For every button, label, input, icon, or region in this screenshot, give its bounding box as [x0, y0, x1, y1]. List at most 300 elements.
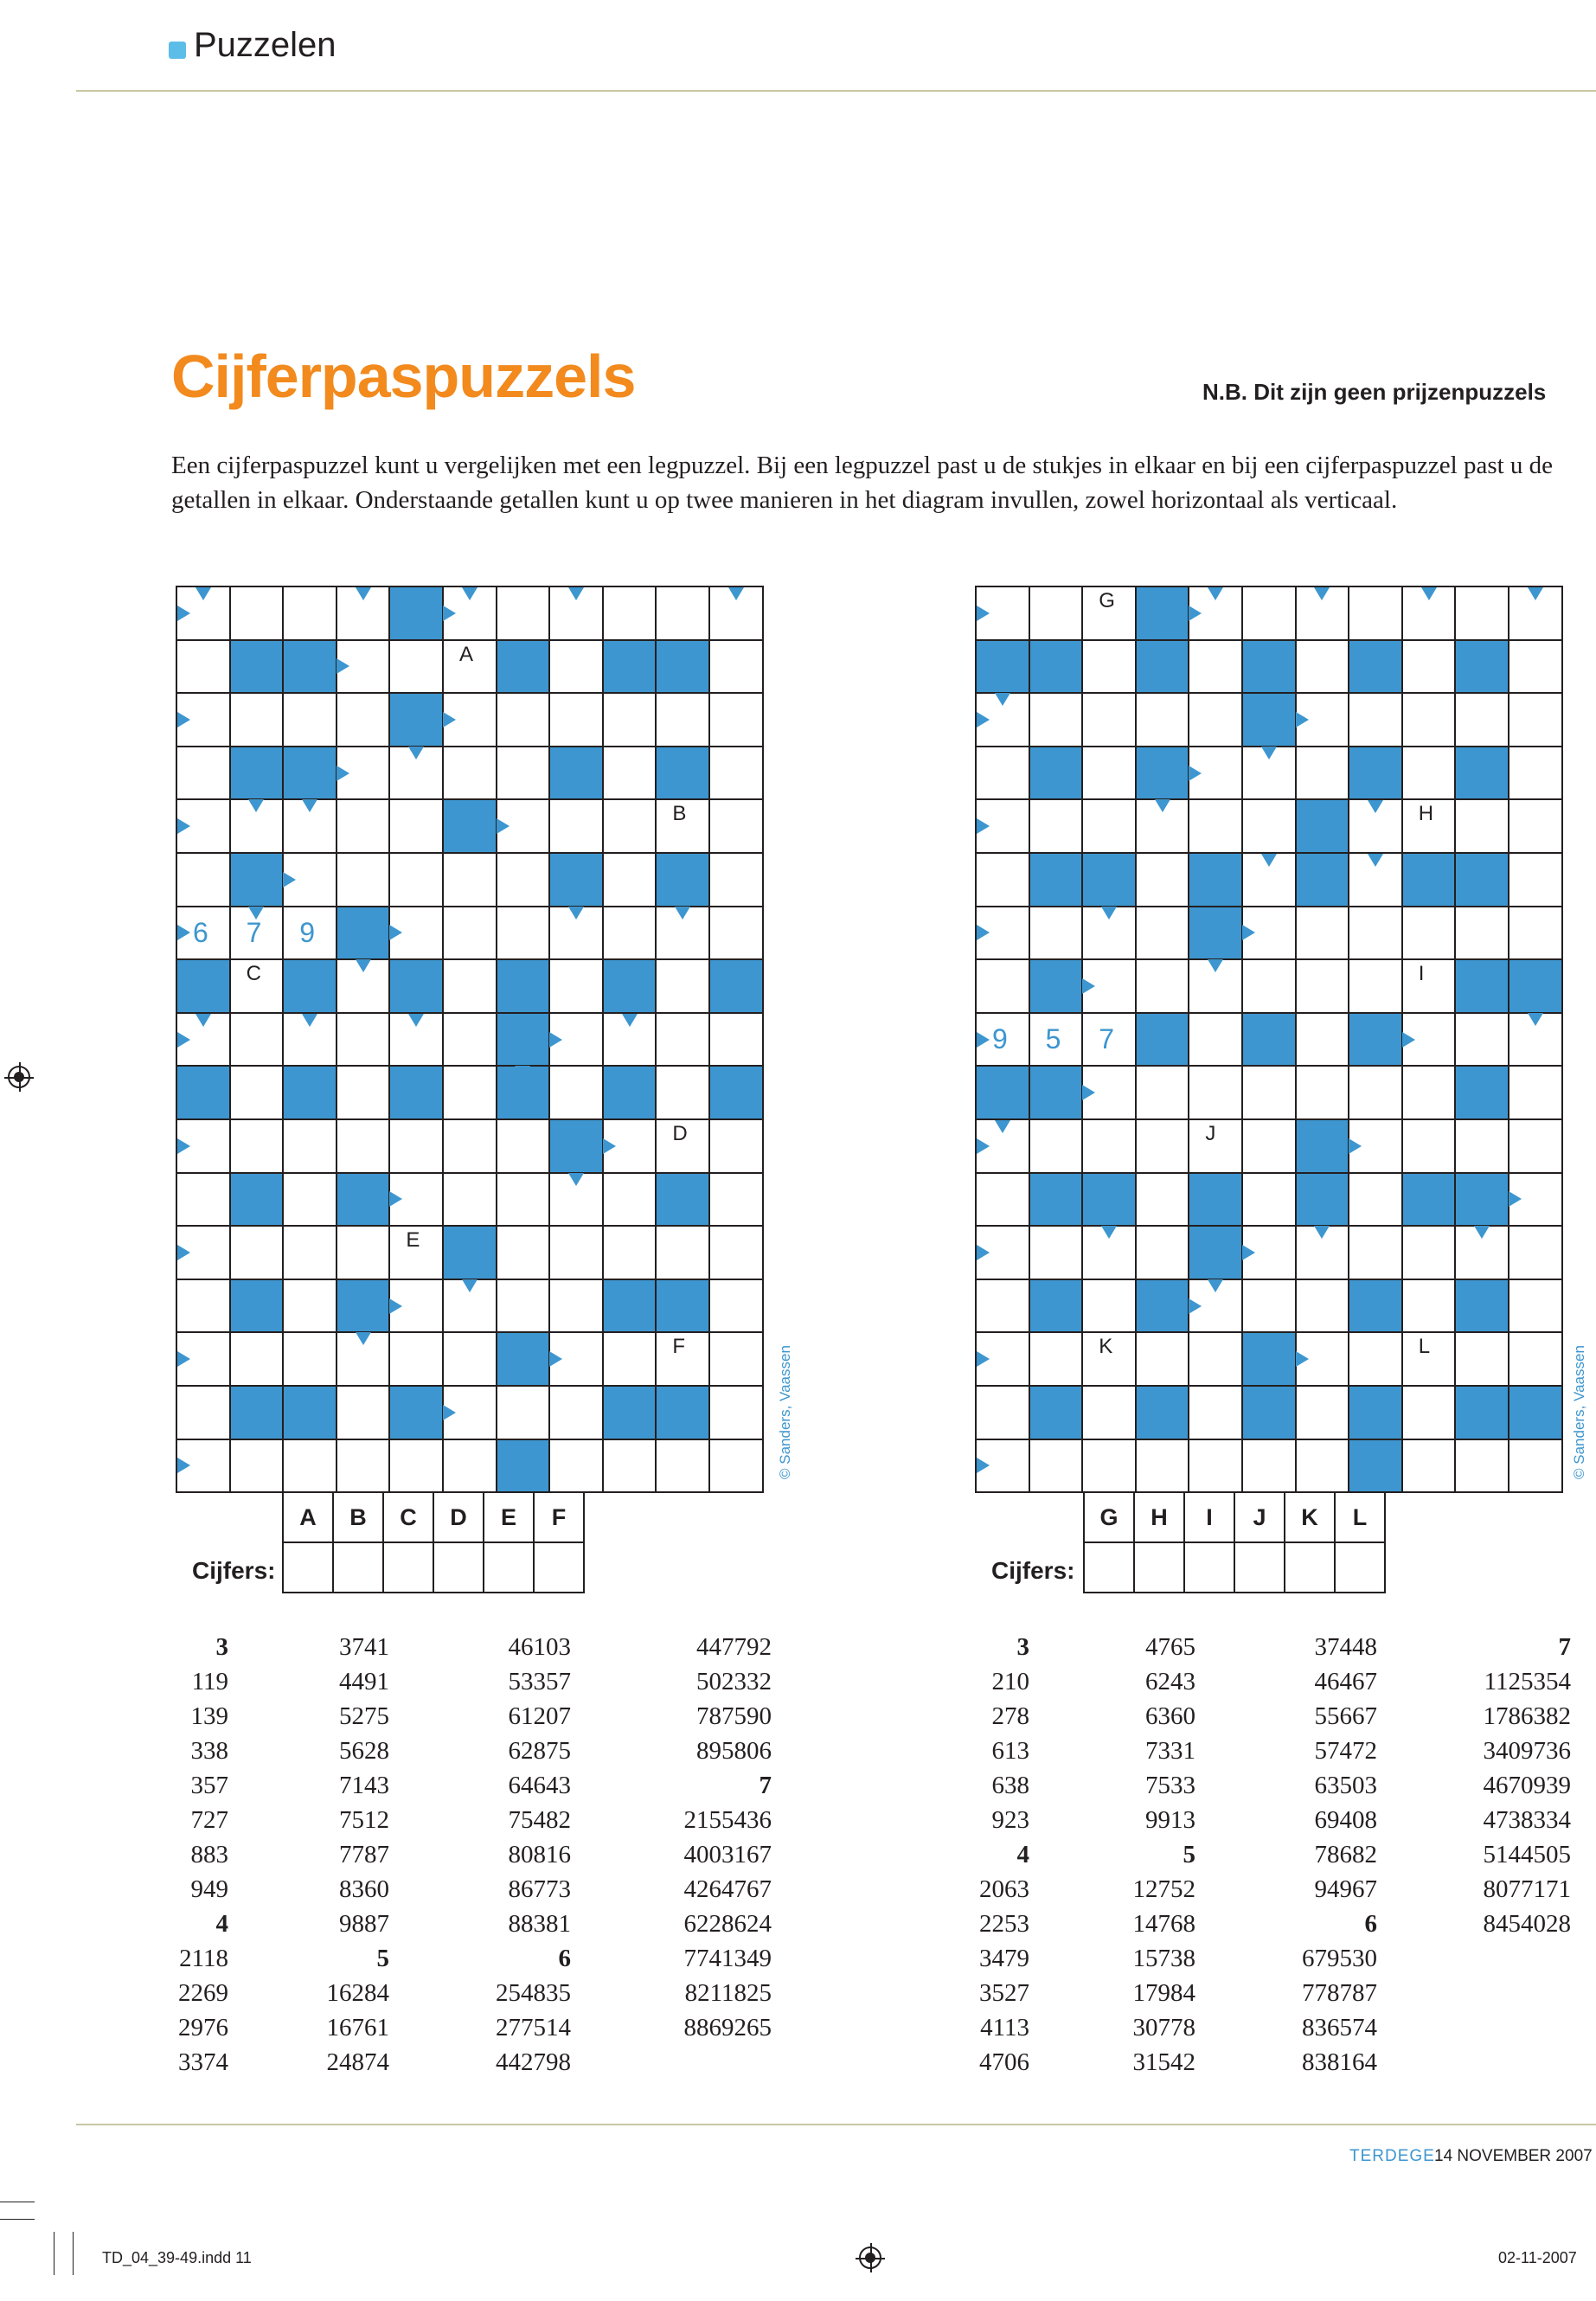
grid-block-cell — [1295, 1172, 1350, 1227]
number-item: 3409736 — [1483, 1737, 1571, 1765]
grid-cell[interactable] — [1295, 1065, 1350, 1120]
grid-block-cell — [655, 1279, 710, 1334]
grid-cell[interactable] — [442, 1331, 497, 1387]
grid-block-cell — [282, 958, 337, 1014]
grid-block-cell — [1188, 1172, 1243, 1227]
grid-cell[interactable] — [1081, 798, 1137, 854]
grid-cell[interactable] — [1508, 1225, 1563, 1280]
grid-cell[interactable] — [1454, 798, 1509, 854]
grid-block-cell — [1295, 798, 1350, 854]
grid-cell[interactable] — [708, 906, 764, 961]
grid-cell[interactable] — [1135, 1065, 1190, 1120]
grid-cell[interactable] — [388, 639, 444, 695]
cijfers-cell-j[interactable] — [1234, 1542, 1285, 1593]
number-item: 8360 — [339, 1875, 389, 1903]
cijfers-cell-k[interactable] — [1285, 1542, 1335, 1593]
cijfers-cell-e[interactable] — [484, 1542, 534, 1593]
grid-cell[interactable] — [1241, 958, 1297, 1014]
grid-cell[interactable] — [708, 1279, 764, 1334]
number-item: 15738 — [1132, 1945, 1195, 1972]
arrow-down-icon — [356, 959, 371, 972]
grid-cell[interactable] — [1188, 692, 1243, 747]
grid-cell[interactable] — [1401, 1279, 1457, 1334]
grid-cell[interactable] — [388, 852, 444, 907]
arrow-down-icon — [408, 747, 424, 760]
grid-cell[interactable] — [229, 1225, 285, 1280]
grid-block-cell — [1454, 1385, 1509, 1440]
grid-cell[interactable] — [1401, 692, 1457, 747]
grid-cell[interactable] — [708, 746, 764, 801]
number-item: 63503 — [1314, 1772, 1377, 1799]
grid-cell[interactable] — [1081, 639, 1137, 695]
grid-cell[interactable] — [1348, 1172, 1403, 1227]
grid-cell[interactable] — [1348, 1331, 1403, 1387]
grid-cell[interactable] — [708, 1012, 764, 1067]
grid-cell[interactable] — [1454, 1012, 1509, 1067]
cijfers-cell-g[interactable] — [1084, 1542, 1134, 1593]
grid-cell[interactable] — [1295, 906, 1350, 961]
grid-cell[interactable] — [1508, 906, 1563, 961]
grid-cell[interactable] — [655, 1225, 710, 1280]
grid-cell[interactable] — [442, 958, 497, 1014]
grid-cell[interactable] — [708, 852, 764, 907]
grid-block-cell — [1508, 1385, 1563, 1440]
grid-cell[interactable] — [1508, 852, 1563, 907]
grid-cell[interactable] — [1081, 692, 1137, 747]
number-item: 6360 — [1145, 1702, 1195, 1730]
grid-cell[interactable] — [442, 852, 497, 907]
grid-cell[interactable] — [1348, 1225, 1403, 1280]
grid-cell[interactable] — [602, 1172, 657, 1227]
grid-cell[interactable] — [496, 586, 551, 641]
arrow-right-icon — [977, 1245, 990, 1260]
clue-letter: C — [246, 962, 261, 986]
number-item: 2063 — [979, 1875, 1029, 1903]
grid-cell[interactable] — [496, 1385, 551, 1440]
cijfers-cell-c[interactable] — [383, 1542, 433, 1593]
grid-cell[interactable] — [548, 1065, 604, 1120]
number-item: 679530 — [1302, 1945, 1377, 1972]
cijfers-cell-a[interactable] — [283, 1542, 333, 1593]
cijfers-cell-f[interactable] — [534, 1542, 584, 1593]
grid-cell[interactable] — [1454, 692, 1509, 747]
grid-cell[interactable] — [1295, 1385, 1350, 1440]
grid-cell[interactable] — [1135, 1439, 1190, 1494]
number-item: 46103 — [508, 1633, 571, 1661]
grid-block-cell — [282, 1065, 337, 1120]
grid-cell[interactable] — [975, 958, 1030, 1014]
grid-block-cell — [975, 1065, 1030, 1120]
grid-cell[interactable] — [655, 958, 710, 1014]
grid-cell[interactable] — [282, 692, 337, 747]
grid-block-cell — [602, 1385, 657, 1440]
number-item: 727 — [190, 1806, 228, 1834]
arrow-down-icon — [1421, 587, 1437, 600]
grid-cell[interactable] — [442, 1065, 497, 1120]
grid-cell[interactable] — [176, 639, 231, 695]
arrow-down-icon — [728, 587, 744, 600]
grid-block-cell — [1135, 639, 1190, 695]
grid-cell[interactable] — [1135, 1172, 1190, 1227]
grid-cell[interactable] — [1188, 1012, 1243, 1067]
grid-cell[interactable] — [496, 906, 551, 961]
grid-cell[interactable] — [602, 1225, 657, 1280]
arrow-down-icon — [462, 587, 478, 600]
arrow-down-icon — [248, 799, 264, 812]
cijfers-cell-d[interactable] — [433, 1542, 484, 1593]
grid-cell[interactable] — [1029, 1225, 1084, 1280]
grid-cell[interactable] — [1401, 958, 1457, 1014]
grid-cell[interactable] — [1029, 1331, 1084, 1387]
grid-cell[interactable] — [1029, 692, 1084, 747]
grid-cell[interactable] — [176, 1279, 231, 1334]
grid-cell[interactable] — [336, 1012, 391, 1067]
number-column-2-4 — [1419, 1630, 1571, 1941]
given-digit: 7 — [246, 916, 262, 948]
cijfers-cell-h[interactable] — [1134, 1542, 1184, 1593]
grid-cell[interactable] — [1401, 1065, 1457, 1120]
number-item: 9887 — [339, 1910, 389, 1938]
footer-print-date: 02-11-2007 — [1498, 2249, 1577, 2266]
grid-cell[interactable] — [229, 586, 285, 641]
grid-block-cell — [1241, 1012, 1297, 1067]
grid-cell[interactable] — [336, 1225, 391, 1280]
grid-cell[interactable] — [708, 1331, 764, 1387]
grid-cell[interactable] — [548, 1225, 604, 1280]
grid-block-cell — [229, 1279, 285, 1334]
grid-cell[interactable] — [1401, 1385, 1457, 1440]
grid-block-cell — [496, 1331, 551, 1387]
grid-cell[interactable] — [229, 692, 285, 747]
grid-cell[interactable] — [1029, 798, 1084, 854]
number-item: 12752 — [1132, 1875, 1195, 1903]
arrow-right-icon — [1242, 925, 1255, 940]
grid-cell[interactable] — [1348, 692, 1403, 747]
grid-cell[interactable] — [1508, 1279, 1563, 1334]
grid-cell[interactable] — [975, 1279, 1030, 1334]
grid-cell[interactable] — [1081, 1279, 1137, 1334]
grid-cell[interactable] — [176, 1172, 231, 1227]
grid-cell[interactable] — [1081, 1439, 1137, 1494]
grid-cell[interactable] — [1135, 692, 1190, 747]
number-item: 8211825 — [684, 1979, 772, 2007]
grid-cell[interactable] — [655, 1439, 710, 1494]
cijfers-header-d: D — [433, 1492, 484, 1542]
grid-block-cell — [1348, 1385, 1403, 1440]
length-group-header: 3 — [1016, 1633, 1029, 1661]
grid-cell[interactable] — [229, 1012, 285, 1067]
arrow-right-icon — [177, 1032, 190, 1048]
grid-cell[interactable] — [176, 852, 231, 907]
grid-cell[interactable] — [336, 1385, 391, 1440]
grid-cell[interactable] — [602, 1331, 657, 1387]
grid-cell[interactable] — [336, 1065, 391, 1120]
grid-cell[interactable] — [1508, 1439, 1563, 1494]
grid-cell[interactable] — [1295, 1439, 1350, 1494]
grid-cell[interactable] — [602, 852, 657, 907]
grid-cell[interactable] — [1508, 1331, 1563, 1387]
grid-cell[interactable] — [1401, 1118, 1457, 1174]
grid-cell[interactable] — [1295, 746, 1350, 801]
grid-cell[interactable] — [388, 1439, 444, 1494]
grid-cell[interactable] — [388, 1331, 444, 1387]
grid-cell[interactable] — [1029, 906, 1084, 961]
grid-cell[interactable] — [1135, 1118, 1190, 1174]
grid-block-cell — [442, 1225, 497, 1280]
grid-cell[interactable] — [1295, 958, 1350, 1014]
grid-cell[interactable] — [708, 1439, 764, 1494]
grid-cell[interactable] — [1135, 906, 1190, 961]
arrow-down-icon — [1208, 1279, 1223, 1292]
grid-cell[interactable] — [496, 692, 551, 747]
grid-cell[interactable] — [655, 692, 710, 747]
grid-cell[interactable] — [1401, 906, 1457, 961]
grid-cell[interactable] — [548, 1279, 604, 1334]
grid-cell[interactable] — [708, 1118, 764, 1174]
grid-cell[interactable] — [442, 1439, 497, 1494]
grid-cell[interactable] — [548, 692, 604, 747]
grid-cell[interactable] — [708, 692, 764, 747]
grid-cell[interactable] — [1348, 958, 1403, 1014]
grid-cell[interactable] — [1508, 1118, 1563, 1174]
grid-cell[interactable] — [602, 746, 657, 801]
grid-cell[interactable] — [336, 692, 391, 747]
grid-cell[interactable] — [1508, 1065, 1563, 1120]
grid-cell[interactable] — [1295, 639, 1350, 695]
grid-cell[interactable] — [548, 1385, 604, 1440]
number-item: 17984 — [1132, 1979, 1195, 2007]
number-column-1-2 — [294, 1630, 389, 2080]
prize-note: N.B. Dit zijn geen prijzenpuzzels — [1202, 379, 1547, 405]
grid-cell[interactable] — [1241, 1118, 1297, 1174]
grid-cell[interactable] — [496, 1172, 551, 1227]
grid-cell[interactable] — [602, 692, 657, 747]
grid-cell[interactable] — [1401, 639, 1457, 695]
grid-cell[interactable] — [655, 1065, 710, 1120]
number-item: 3374 — [178, 2048, 228, 2076]
grid-block-cell — [1241, 692, 1297, 747]
grid-cell[interactable] — [708, 1225, 764, 1280]
grid-cell[interactable] — [548, 639, 604, 695]
grid-cell[interactable] — [1188, 798, 1243, 854]
grid-cell[interactable] — [548, 958, 604, 1014]
number-item: 4113 — [980, 2014, 1029, 2041]
grid-cell[interactable] — [1135, 1225, 1190, 1280]
grid-block-cell — [1029, 1065, 1084, 1120]
grid-block-cell — [1295, 852, 1350, 907]
grid-cell[interactable] — [1241, 1172, 1297, 1227]
grid-cell[interactable] — [1454, 906, 1509, 961]
grid-cell[interactable] — [1401, 746, 1457, 801]
grid-cell[interactable] — [1454, 586, 1509, 641]
grid-cell[interactable] — [496, 746, 551, 801]
registration-mark-bottom-icon — [859, 2247, 881, 2269]
grid-cell[interactable] — [442, 746, 497, 801]
grid-cell[interactable] — [282, 1439, 337, 1494]
grid-cell[interactable] — [1295, 1012, 1350, 1067]
grid-block-cell — [496, 1012, 551, 1067]
grid-cell[interactable] — [708, 639, 764, 695]
grid-cell[interactable] — [176, 1385, 231, 1440]
cijfers-table-2 — [1083, 1491, 1386, 1593]
grid-cell[interactable] — [1188, 639, 1243, 695]
grid-cell[interactable] — [496, 1225, 551, 1280]
arrow-right-icon — [549, 1032, 562, 1048]
credit-1: © Sanders, Vaassen — [777, 1345, 793, 1479]
grid-cell[interactable] — [1188, 1385, 1243, 1440]
grid-cell[interactable] — [548, 1439, 604, 1494]
grid-cell[interactable] — [1241, 1279, 1297, 1334]
grid-cell[interactable] — [708, 1385, 764, 1440]
grid-cell[interactable] — [1081, 1118, 1137, 1174]
grid-cell[interactable] — [336, 1118, 391, 1174]
arrow-down-icon — [356, 587, 371, 600]
arrow-down-icon — [995, 1120, 1010, 1133]
grid-cell[interactable] — [282, 1331, 337, 1387]
number-column-2-1 — [960, 1630, 1029, 2080]
grid-cell[interactable] — [1188, 1439, 1243, 1494]
grid-cell[interactable] — [655, 586, 710, 641]
arrow-right-icon — [337, 766, 349, 781]
grid-cell[interactable] — [1241, 798, 1297, 854]
clue-letter: H — [1418, 802, 1434, 826]
grid-cell[interactable] — [548, 798, 604, 854]
grid-cell[interactable] — [708, 1172, 764, 1227]
grid-cell[interactable] — [975, 852, 1030, 907]
grid-cell[interactable] — [496, 1118, 551, 1174]
grid-cell[interactable] — [975, 746, 1030, 801]
grid-cell[interactable] — [602, 906, 657, 961]
grid-cell[interactable] — [1135, 1331, 1190, 1387]
grid-cell[interactable] — [1135, 958, 1190, 1014]
grid-cell[interactable] — [708, 798, 764, 854]
grid-cell[interactable] — [1454, 1331, 1509, 1387]
grid-cell[interactable] — [1029, 1118, 1084, 1174]
grid-block-cell — [229, 639, 285, 695]
grid-block-cell — [388, 1385, 444, 1440]
grid-block-cell — [1029, 1172, 1084, 1227]
grid-cell[interactable] — [1401, 1439, 1457, 1494]
grid-cell[interactable] — [388, 1118, 444, 1174]
grid-block-cell — [1081, 1172, 1137, 1227]
grid-block-cell — [388, 692, 444, 747]
grid-cell[interactable] — [1029, 586, 1084, 641]
number-item: 1786382 — [1483, 1702, 1571, 1730]
grid-cell[interactable] — [1135, 852, 1190, 907]
grid-cell[interactable] — [442, 1172, 497, 1227]
clue-letter: G — [1099, 589, 1115, 612]
grid-cell[interactable] — [655, 1012, 710, 1067]
grid-cell[interactable] — [975, 1385, 1030, 1440]
arrow-down-icon — [1208, 587, 1223, 600]
grid-block-cell — [1029, 1385, 1084, 1440]
cijfers-cell-l[interactable] — [1335, 1542, 1385, 1593]
grid-cell[interactable] — [1081, 746, 1137, 801]
grid-cell[interactable] — [282, 586, 337, 641]
number-item: 37448 — [1314, 1633, 1377, 1661]
cijfers-cell-b[interactable] — [333, 1542, 383, 1593]
arrow-down-icon — [1528, 1013, 1543, 1026]
number-item: 5275 — [339, 1702, 389, 1730]
length-group-header: 6 — [1364, 1910, 1377, 1938]
number-item: 53357 — [508, 1668, 571, 1695]
grid-cell[interactable] — [975, 1172, 1030, 1227]
grid-cell[interactable] — [1188, 1065, 1243, 1120]
grid-cell[interactable] — [1241, 586, 1297, 641]
grid-cell[interactable] — [442, 1012, 497, 1067]
grid-cell[interactable] — [1029, 1439, 1084, 1494]
grid-cell[interactable] — [1081, 1385, 1137, 1440]
grid-cell[interactable] — [1188, 1331, 1243, 1387]
arrow-right-icon — [177, 1458, 190, 1473]
number-item: 787590 — [696, 1702, 772, 1730]
grid-cell[interactable] — [388, 798, 444, 854]
arrow-right-icon — [977, 818, 990, 834]
grid-cell[interactable] — [1348, 586, 1403, 641]
grid-cell[interactable] — [1348, 1065, 1403, 1120]
arrow-right-icon — [549, 1351, 562, 1367]
grid-cell[interactable] — [282, 1118, 337, 1174]
cijfers-cell-i[interactable] — [1184, 1542, 1234, 1593]
grid-cell[interactable] — [282, 1172, 337, 1227]
number-item: 31542 — [1132, 2048, 1195, 2076]
grid-block-cell — [1401, 852, 1457, 907]
grid-cell[interactable] — [336, 1439, 391, 1494]
grid-block-cell — [442, 798, 497, 854]
grid-cell[interactable] — [496, 1279, 551, 1334]
grid-cell[interactable] — [229, 1118, 285, 1174]
grid-cell[interactable] — [1454, 1118, 1509, 1174]
grid-block-cell — [282, 639, 337, 695]
puzzle-grid-2 — [975, 586, 1561, 1491]
grid-cell[interactable] — [602, 798, 657, 854]
number-item: 7512 — [339, 1806, 389, 1834]
grid-cell[interactable] — [336, 798, 391, 854]
arrow-right-icon — [1189, 606, 1202, 621]
crop-mark — [73, 2232, 74, 2275]
grid-cell[interactable] — [1295, 1279, 1350, 1334]
grid-cell[interactable] — [229, 1439, 285, 1494]
grid-cell[interactable] — [282, 1225, 337, 1280]
grid-cell[interactable] — [1241, 1065, 1297, 1120]
arrow-right-icon — [1082, 1085, 1095, 1100]
grid-cell[interactable] — [1241, 1439, 1297, 1494]
grid-cell[interactable] — [229, 1065, 285, 1120]
clue-letter: J — [1205, 1122, 1216, 1145]
arrow-right-icon — [1189, 766, 1202, 781]
grid-cell[interactable] — [496, 852, 551, 907]
grid-cell[interactable] — [1508, 746, 1563, 801]
grid-cell[interactable] — [336, 852, 391, 907]
grid-cell[interactable] — [1401, 1225, 1457, 1280]
grid-cell[interactable] — [229, 1331, 285, 1387]
grid-block-cell — [1454, 1065, 1509, 1120]
grid-cell[interactable] — [1508, 692, 1563, 747]
grid-cell[interactable] — [282, 1279, 337, 1334]
grid-cell[interactable] — [1508, 798, 1563, 854]
grid-cell[interactable] — [1454, 1439, 1509, 1494]
grid-cell[interactable] — [602, 586, 657, 641]
grid-cell[interactable] — [442, 1118, 497, 1174]
grid-cell[interactable] — [176, 746, 231, 801]
grid-cell[interactable] — [1508, 639, 1563, 695]
grid-cell[interactable] — [442, 906, 497, 961]
grid-cell[interactable] — [1348, 906, 1403, 961]
clue-letter: A — [459, 642, 474, 666]
grid-cell[interactable] — [602, 1439, 657, 1494]
number-item: 4738334 — [1483, 1806, 1571, 1834]
grid-block-cell — [548, 852, 604, 907]
